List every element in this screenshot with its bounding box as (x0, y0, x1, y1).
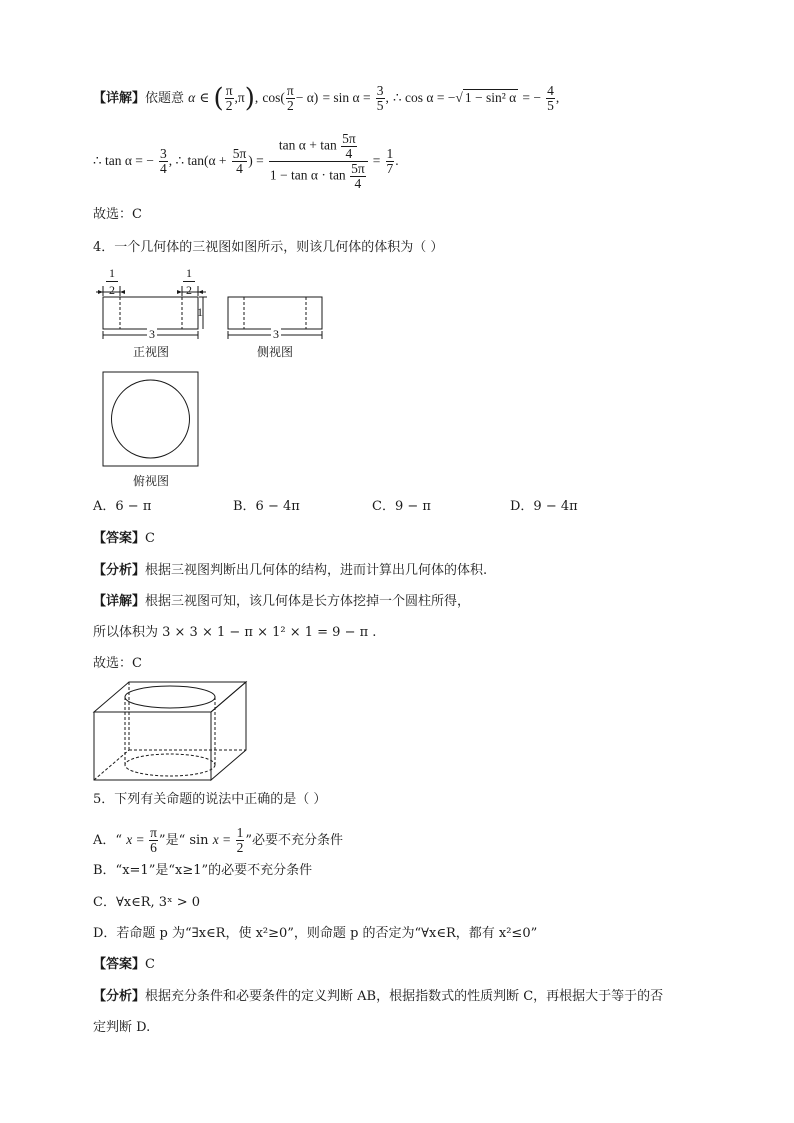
q5-answer: 【答案】C (93, 957, 155, 972)
front-view-rect (103, 297, 198, 329)
front-view-caption: 正视图 (133, 345, 170, 359)
q3-choice: 故选：C (93, 207, 142, 222)
side-view-rect (228, 297, 322, 329)
q4-option-c[interactable]: C．9 − π (372, 499, 431, 514)
half-num-left: 1 (109, 266, 115, 280)
half-num-right: 1 (186, 266, 192, 280)
q5-question: 5．下列有关命题的说法中正确的是（ ） (93, 792, 327, 807)
top-view-circle (112, 380, 190, 458)
top-view-rect (103, 372, 198, 466)
side-view-caption: 侧视图 (257, 345, 294, 359)
front-width-label: 3 (149, 327, 155, 341)
detail-tag: 【详解】 (93, 91, 146, 106)
half-den-left: 2 (109, 283, 115, 297)
detail-intro: 依题意 (145, 91, 185, 106)
q4-option-a[interactable]: A．6 − π (93, 499, 152, 514)
cylinder-top (125, 686, 215, 708)
q3-detail-line-1: 【详解】依题意 α ∈ ( $\frac{\pi}{2}$ ,π), cos( $\frac{\pi}{2}$ − α) = sin α = $\frac{3}{5}$ , ∴ cos α = −√ 1 − sin² α = − $\frac{4}{5}$ , (93, 83, 560, 114)
q4-analysis: 【分析】根据三视图判断出几何体的结构，进而计算出几何体的体积. (93, 563, 488, 578)
q4-choice: 故选：C (93, 656, 142, 671)
q4-volume: 所以体积为 3 × 3 × 1 − π × 1² × 1 = 9 − π . (93, 625, 377, 640)
top-view-caption: 俯视图 (133, 474, 170, 488)
q5-option-a[interactable]: A．“ x = $\frac{\pi}{6}$ ”是“ sin x = $\frac{1}{2}$ ”必要不充分条件 (93, 825, 344, 855)
q4-question: 4．一个几何体的三视图如图所示，则该几何体的体积为（ ） (93, 240, 444, 255)
q4-answer: 【答案】C (93, 531, 155, 546)
half-den-right: 2 (186, 283, 192, 297)
q5-option-d[interactable]: D．若命题 p 为“∃x∈R，使 x²≥0”，则命题 p 的否定为“∀x∈R，都有 x²≤0” (93, 926, 538, 941)
q4-option-b[interactable]: B．6 − 4π (233, 499, 300, 514)
tan-sum-fraction: tan α + tan $\frac{5\pi}{4}$ 1 − tan α · tan $\frac{5\pi}{4}$ (269, 132, 368, 191)
q4-option-d[interactable]: D．9 − 4π (510, 499, 578, 514)
q5-analysis-line-2: 定判断 D. (93, 1020, 151, 1035)
q4-detail: 【详解】根据三视图可知，该几何体是长方体挖掉一个圆柱所得， (93, 594, 471, 609)
q5-analysis-line-1: 【分析】根据充分条件和必要条件的定义判断 AB，根据指数式的性质判断 C，再根据大于等于的否 (93, 989, 664, 1004)
q5-option-c[interactable]: C．∀x∈R, 3ˣ > 0 (93, 895, 201, 910)
q5-option-b[interactable]: B．“x=1”是“x≥1”的必要不充分条件 (93, 863, 313, 878)
cylinder-bottom (125, 754, 215, 776)
height-label: 1 (197, 305, 203, 319)
q3-detail-line-2: ∴ tan α = − $\frac{3}{4}$ , ∴ tan(α + $\frac{5\pi}{4}$ ) = tan α + tan $\frac{5\pi}{4}$ 1 − tan α · tan $\frac{5\pi}{4}$ = $\frac{1}{7}$ . (93, 131, 399, 191)
side-width-label: 3 (273, 327, 279, 341)
